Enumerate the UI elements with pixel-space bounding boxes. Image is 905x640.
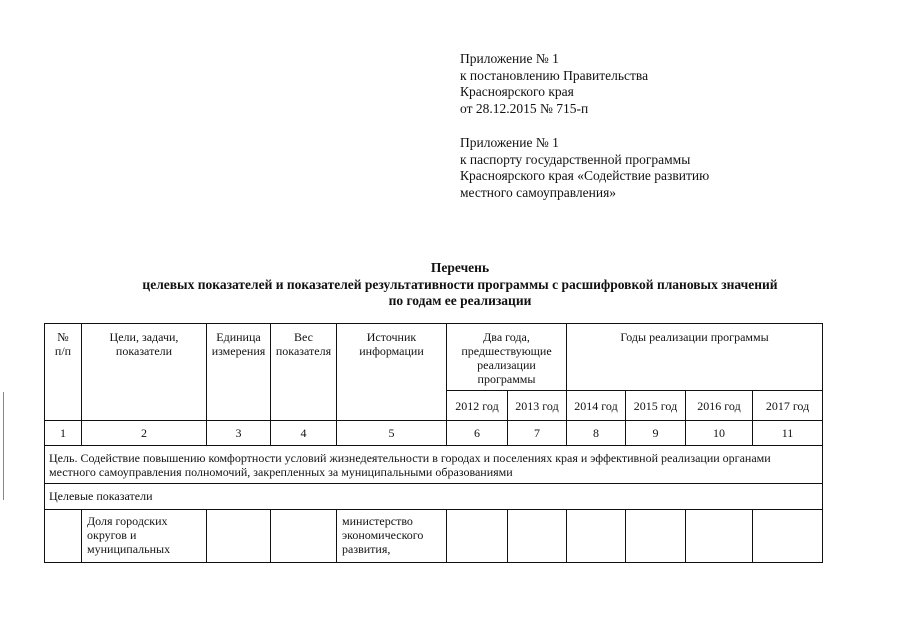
column-number: 10 (686, 421, 753, 446)
appendix-block-resolution (460, 51, 648, 117)
data-cell (567, 510, 626, 563)
data-cell (686, 510, 753, 563)
year-cell: 2013 год (508, 391, 567, 421)
data-cell (508, 510, 567, 563)
data-cell (271, 510, 337, 563)
appendix-line: к постановлению Правительства (460, 67, 649, 83)
column-number: 4 (271, 421, 337, 446)
column-number: 1 (45, 421, 82, 446)
header-program-years: Годы реализации программы (567, 324, 823, 391)
header-source: Источник информации (337, 324, 447, 421)
year-cell: 2012 год (447, 391, 508, 421)
title-line: Перечень (430, 260, 490, 275)
indicator-cell: Доля городских округов и муниципальных (82, 510, 207, 563)
appendix-line: Красноярского края «Содействие развитию (460, 168, 710, 183)
data-cell (447, 510, 508, 563)
year-cell: 2016 год (686, 391, 753, 421)
header-weight: Вес показателя (271, 324, 337, 421)
appendix-line: Красноярского края (460, 84, 574, 99)
column-number: 6 (447, 421, 508, 446)
data-cell (753, 510, 823, 563)
appendix-block-passport (460, 135, 709, 201)
header-goals: Цели, задачи, показатели (82, 324, 207, 421)
column-number: 7 (508, 421, 567, 446)
appendix-line: Приложение № 1 (460, 135, 559, 150)
year-cell: 2014 год (567, 391, 626, 421)
appendix-line: от 28.12.2015 № 715-п (460, 100, 589, 116)
indicators-table (44, 323, 823, 563)
year-cell: 2015 год (626, 391, 686, 421)
data-cell (207, 510, 271, 563)
goal-row: Цель. Содействие повышению комфортности условий жизнедеятельности в городах и поселениях края и эффективной реализации органами местного самоуправления полномочий, закрепленных за муниципальными образованиями (45, 446, 823, 484)
column-number: 8 (567, 421, 626, 446)
appendix-line: к паспорту государственной программы (460, 151, 691, 167)
target-indicators-row: Целевые показатели (45, 484, 823, 510)
appendix-line: Приложение № 1 (460, 51, 559, 66)
column-number: 5 (337, 421, 447, 446)
year-cell: 2017 год (753, 391, 823, 421)
column-number: 11 (753, 421, 823, 446)
document-title (40, 260, 880, 310)
header-unit: Единица измерения (207, 324, 271, 421)
column-number: 3 (207, 421, 271, 446)
title-line: целевых показателей и показателей результативности программы с расшифровкой плановых значений (142, 276, 778, 292)
title-line: по годам ее реализации (388, 293, 532, 308)
header-num: № п/п (45, 324, 82, 421)
data-cell (45, 510, 82, 563)
header-prev-years: Два года, предшествующие реализации программы (447, 324, 567, 391)
scan-edge-mark (3, 392, 4, 500)
column-number: 2 (82, 421, 207, 446)
column-number: 9 (626, 421, 686, 446)
data-cell (626, 510, 686, 563)
source-cell: министерство экономического развития, (337, 510, 447, 563)
appendix-line: местного самоуправления» (460, 184, 617, 200)
